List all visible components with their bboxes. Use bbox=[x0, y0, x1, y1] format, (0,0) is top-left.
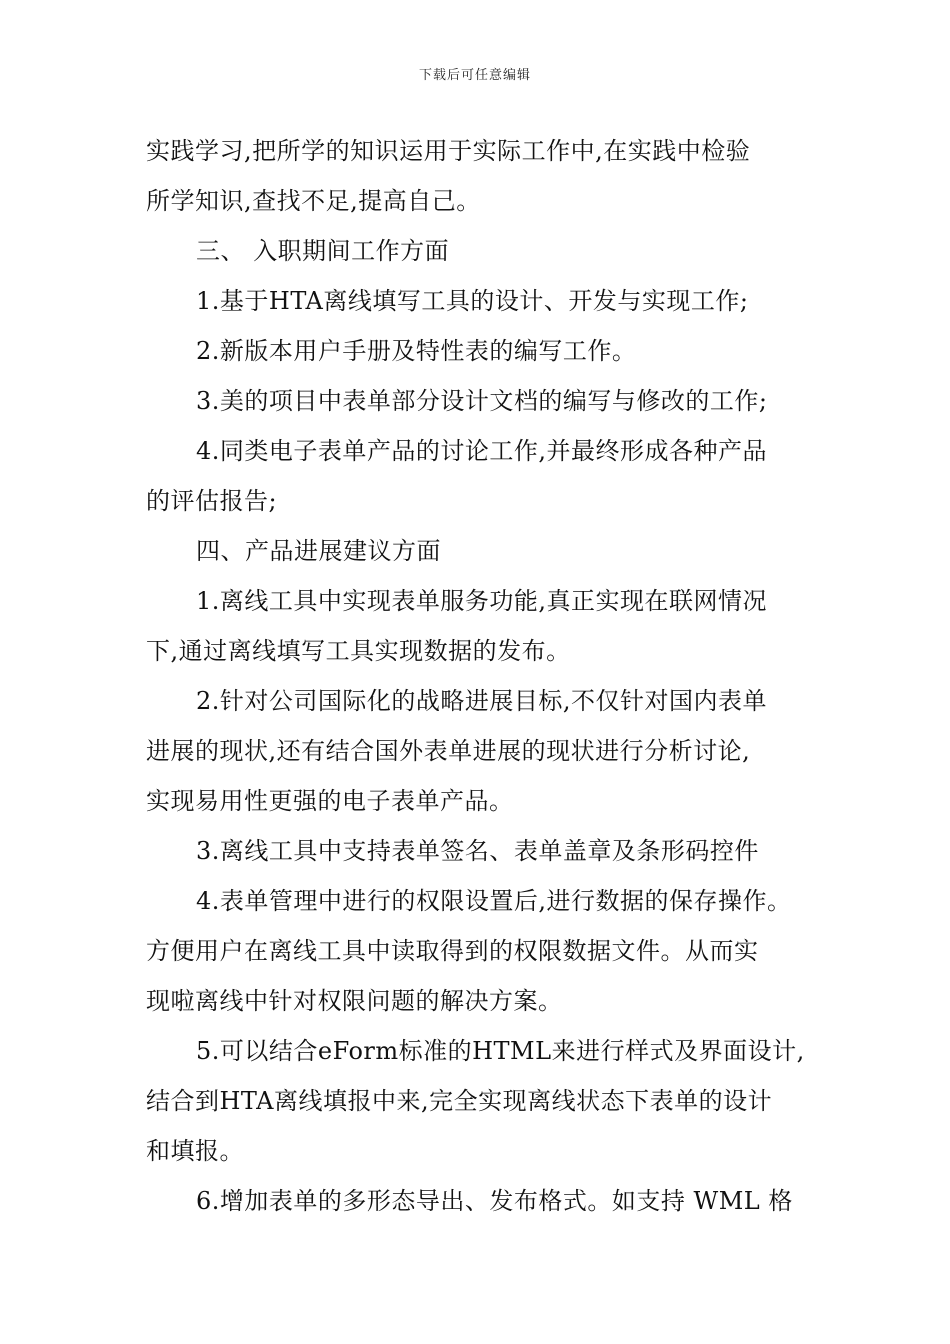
text-line: 四、产品进展建议方面 bbox=[196, 537, 441, 565]
list-item bbox=[146, 376, 814, 426]
text-line: 4.同类电子表单产品的讨论工作,并最终形成各种产品 bbox=[196, 437, 768, 465]
list-item bbox=[146, 326, 814, 376]
text-line: 所学知识,查找不足,提高自己。 bbox=[146, 187, 481, 215]
list-item bbox=[146, 276, 814, 326]
list-item bbox=[146, 676, 814, 826]
text-line: 和填报。 bbox=[146, 1137, 244, 1165]
text-line: 下,通过离线填写工具实现数据的发布。 bbox=[146, 637, 571, 665]
text-line: 1.离线工具中实现表单服务功能,真正实现在联网情况 bbox=[196, 587, 768, 615]
list-item bbox=[146, 1176, 814, 1226]
list-item bbox=[146, 576, 814, 676]
section-heading bbox=[146, 526, 814, 576]
text-line: 1.基于HTA离线填写工具的设计、开发与实现工作; bbox=[196, 287, 749, 315]
paragraph bbox=[146, 126, 814, 226]
text-line: 三、 入职期间工作方面 bbox=[196, 237, 450, 265]
section-heading bbox=[146, 226, 814, 276]
text-line: 3.离线工具中支持表单签名、表单盖章及条形码控件 bbox=[196, 837, 759, 865]
page-header: 下载后可任意编辑 bbox=[418, 68, 531, 83]
text-line: 2.针对公司国际化的战略进展目标,不仅针对国内表单 bbox=[196, 687, 768, 715]
list-item bbox=[146, 826, 814, 876]
text-line: 现啦离线中针对权限问题的解决方案。 bbox=[146, 987, 563, 1015]
text-line: 实现易用性更强的电子表单产品。 bbox=[146, 787, 514, 815]
text-line: 6.增加表单的多形态导出、发布格式。如支持 WML 格 bbox=[196, 1187, 793, 1215]
text-line: 5.可以结合eForm标准的HTML来进行样式及界面设计, bbox=[196, 1037, 805, 1065]
text-line: 2.新版本用户手册及特性表的编写工作。 bbox=[196, 337, 637, 365]
text-line: 的评估报告; bbox=[146, 487, 278, 515]
text-line: 结合到HTA离线填报中来,完全实现离线状态下表单的设计 bbox=[146, 1087, 773, 1115]
text-line: 进展的现状,还有结合国外表单进展的现状进行分析讨论, bbox=[146, 737, 751, 765]
list-item bbox=[146, 876, 814, 1026]
document-body bbox=[146, 126, 814, 1226]
text-line: 4.表单管理中进行的权限设置后,进行数据的保存操作。 bbox=[196, 887, 792, 915]
list-item bbox=[146, 1026, 814, 1176]
list-item bbox=[146, 426, 814, 526]
text-line: 方便用户在离线工具中读取得到的权限数据文件。从而实 bbox=[146, 937, 759, 965]
text-line: 3.美的项目中表单部分设计文档的编写与修改的工作; bbox=[196, 387, 768, 415]
text-line: 实践学习,把所学的知识运用于实际工作中,在实践中检验 bbox=[146, 137, 751, 165]
